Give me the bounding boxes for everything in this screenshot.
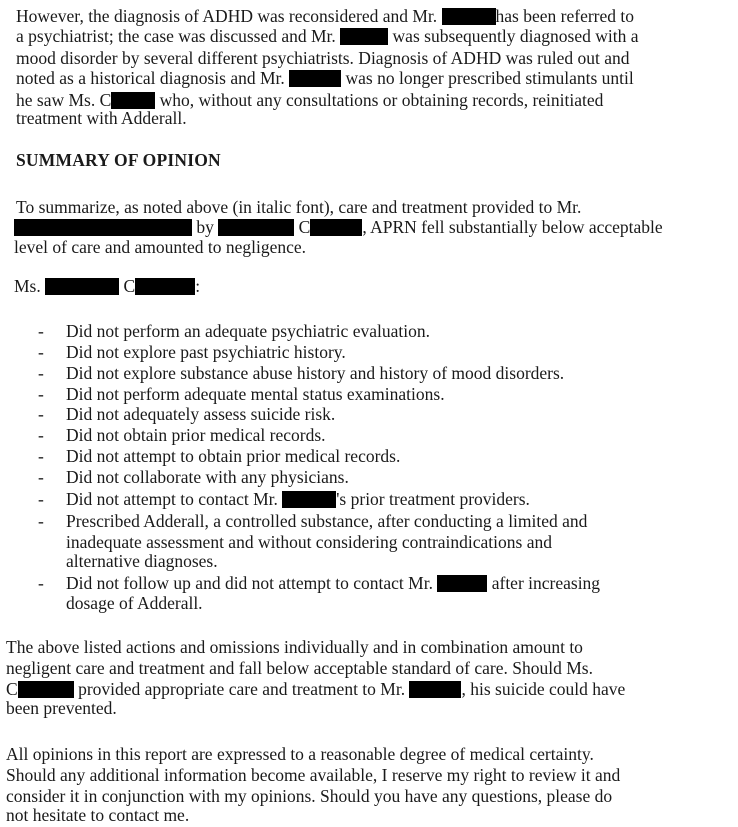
- paragraph-4-line-2: Should any additional information become available, I reserve my right to review it and: [6, 765, 621, 785]
- redaction-box: [18, 681, 74, 698]
- paragraph-3-line-4: been prevented.: [6, 698, 117, 718]
- paragraph-1-line-5: he saw Ms. C who, without any consultations or obtaining records, reinitiated: [16, 90, 604, 110]
- paragraph-2-line-2: by C , APRN fell substantially below acceptable: [14, 217, 663, 237]
- addressee-line: Ms. C :: [14, 276, 201, 296]
- redaction-box: [310, 219, 362, 236]
- redaction-box: [135, 278, 195, 295]
- redaction-box: [442, 8, 496, 25]
- paragraph-4-line-3: consider it in conjunction with my opinions. Should you have any questions, please do: [6, 786, 613, 806]
- paragraph-3-line-1: The above listed actions and omissions individually and in combination amount to: [6, 637, 583, 657]
- paragraph-1-line-4: noted as a historical diagnosis and Mr. was no longer prescribed stimulants until: [16, 68, 634, 88]
- redaction-box: [409, 681, 461, 698]
- redaction-box: [282, 491, 336, 508]
- redaction-box: [340, 28, 388, 45]
- section-heading: SUMMARY OF OPINION: [16, 150, 221, 170]
- paragraph-3-line-2: negligent care and treatment and fall below acceptable standard of care. Should Ms.: [6, 658, 593, 678]
- paragraph-1-line-1: However, the diagnosis of ADHD was reconsidered and Mr. has been referred to: [16, 6, 634, 26]
- paragraph-3-line-3: C provided appropriate care and treatment to Mr. , his suicide could have: [6, 679, 626, 699]
- redaction-box: [218, 219, 294, 236]
- redaction-box: [289, 70, 341, 87]
- paragraph-2-line-3: level of care and amounted to negligence.: [14, 237, 307, 257]
- paragraph-1-line-3: mood disorder by several different psychiatrists. Diagnosis of ADHD was ruled out and: [16, 48, 630, 68]
- paragraph-1-line-6: treatment with Adderall.: [16, 108, 187, 128]
- paragraph-1-line-2: a psychiatrist; the case was discussed and Mr. was subsequently diagnosed with a: [16, 26, 639, 46]
- paragraph-4-line-4: not hesitate to contact me.: [6, 805, 190, 825]
- redaction-box: [437, 575, 487, 592]
- paragraph-4-line-1: All opinions in this report are expressed to a reasonable degree of medical certainty.: [6, 744, 594, 764]
- redaction-box: [111, 92, 155, 109]
- redaction-box: [14, 219, 192, 236]
- paragraph-2-line-1: To summarize, as noted above (in italic font), care and treatment provided to Mr.: [16, 197, 582, 217]
- document-page: However, the diagnosis of ADHD was reconsidered and Mr. has been referred to a psychiatrist; the case was discussed and Mr. was subsequently diagnosed with a mood disorder by several different psychiatrists. Diagnosis of ADHD was ruled out and noted as a historical diagnosis and Mr. was no longer prescribed stimulants until he saw Ms. C who, without any consultations or obtaining records, reinitiated treatment with Adderall. SUMMARY OF OPINION To summarize, as noted above (in italic font), care and treatment provided to Mr. by C , APRN fell substantially below acceptable level of care and amounted to negligence. Ms. C : - Did not perform an adequate psychiatric evaluation. - Did not explore past psychiatric history. - Did not explore substance abuse history and history of mood disorders. - Did not perform adequate mental status examinations. - Did not adequately assess suicide risk. - Did not obtain prior medical records. - Did not attempt to obtain prior medical records. - Did not collaborate with any physicians. - Did not attempt to contact Mr. 's prior treatment providers. - Prescribed Adderall, a controlled substance, after conducting a limited and inadequate assessment and without considering contraindications and alternative diagnoses. - Did not follow up and did not attempt to contact Mr. after increasing dosage of Adderall. The above listed actions and omissions individually and in combination amount to negligent care and treatment and fall below acceptable standard of care. Should Ms. C provided appropriate care and treatment to Mr. , his suicide could have been prevented. All opinions in this report are expressed to a reasonable degree of medical certainty. Should any additional information become available, I reserve my right to review it and consider it in conjunction with my opinions. Should you have any questions, please do not hesitate to contact me.: [6, 6, 663, 825]
- redaction-box: [45, 278, 119, 295]
